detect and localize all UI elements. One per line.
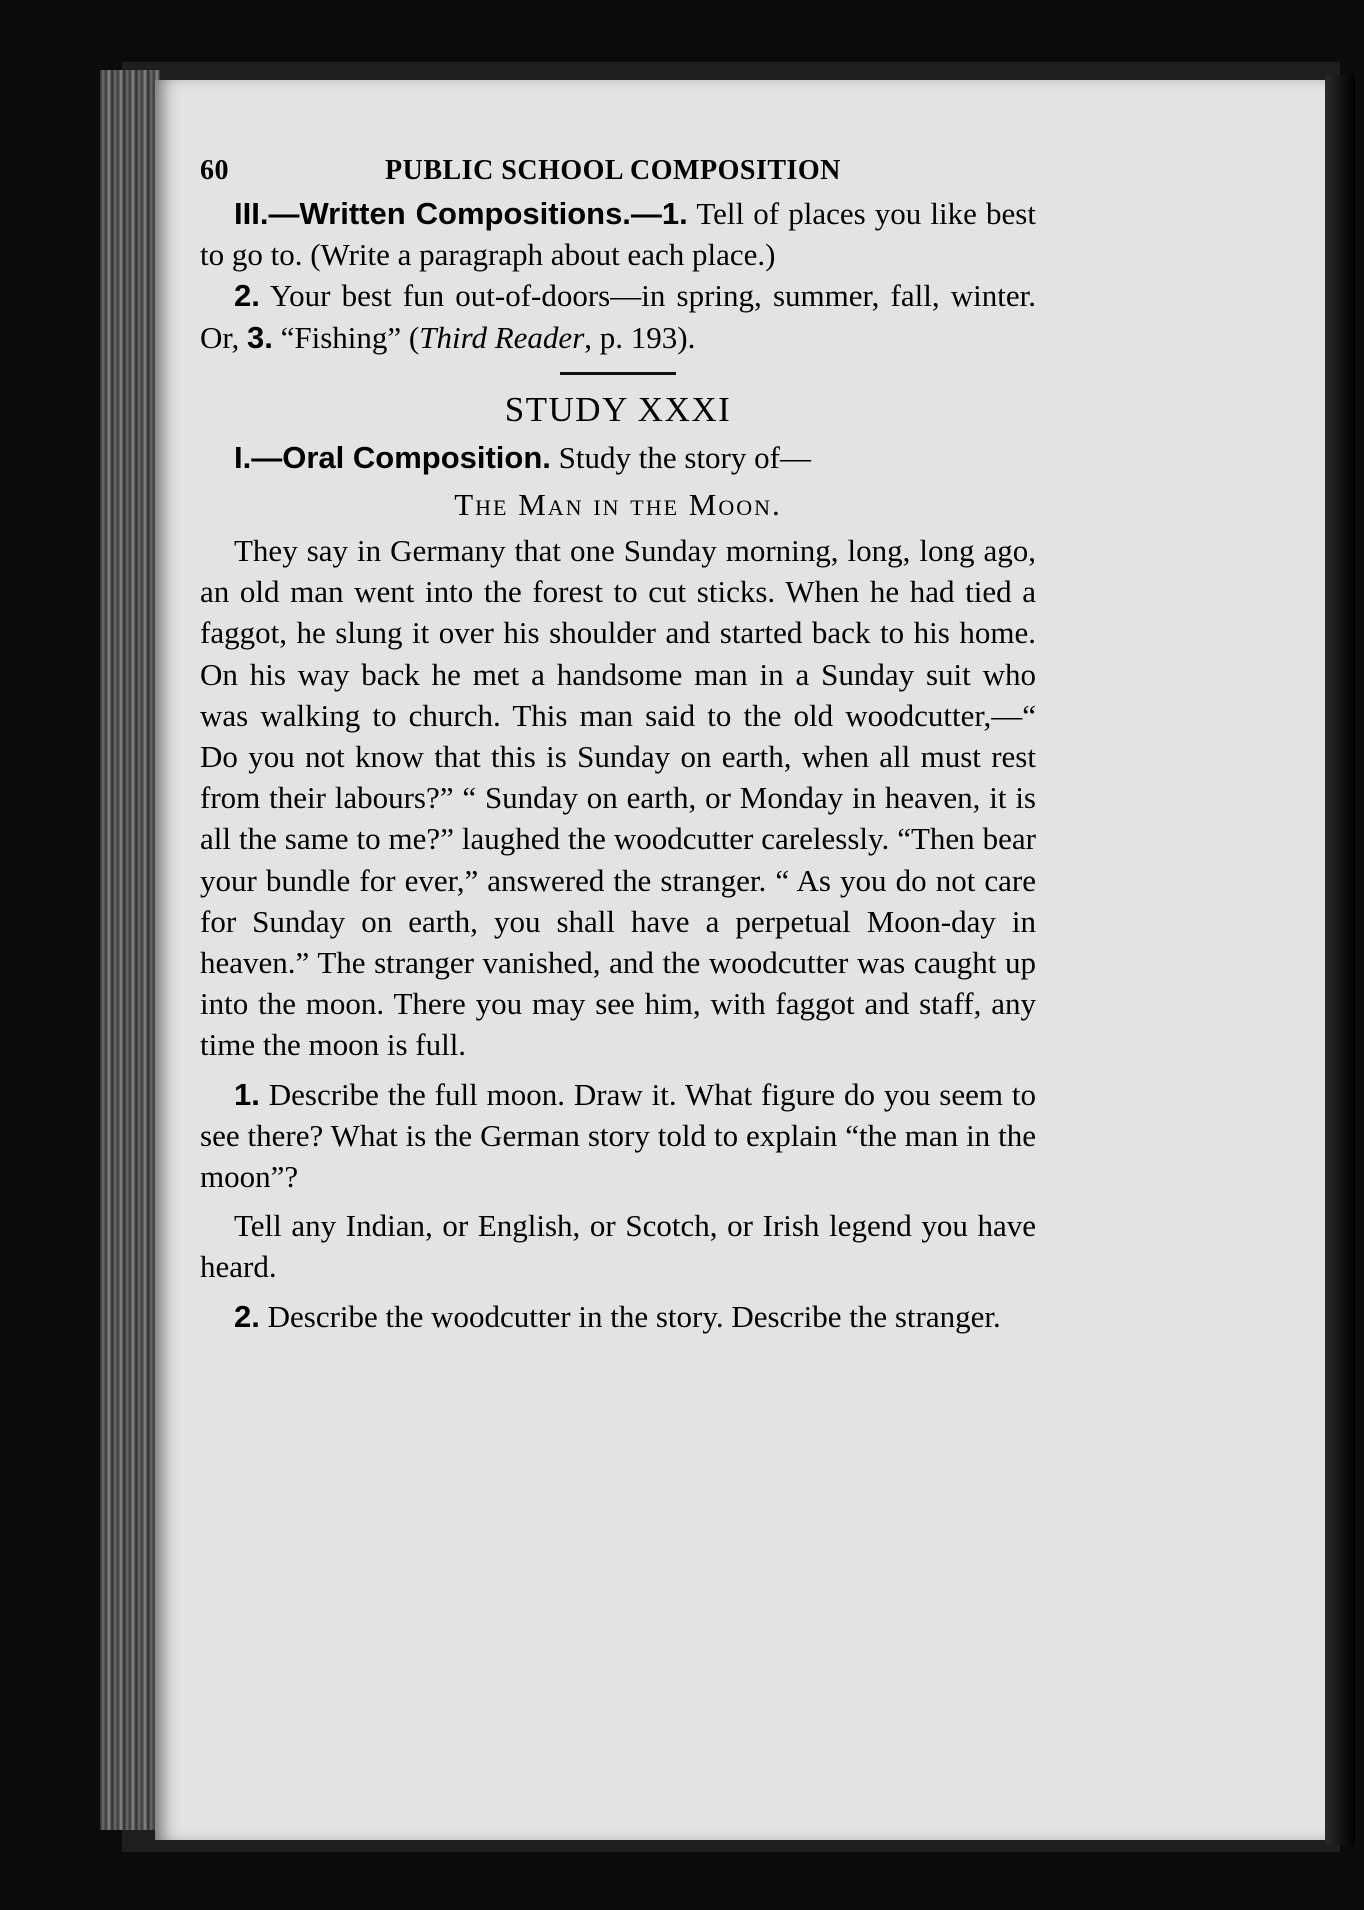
oral-text: Study the story of—	[550, 439, 811, 475]
item3-text-a: “Fishing” (	[272, 319, 420, 355]
study-heading: STUDY XXXI	[504, 389, 732, 429]
story-title: The Man in the Moon.	[454, 487, 782, 523]
item3-reference: Third Reader	[419, 319, 585, 355]
item3-number: 3.	[246, 319, 273, 355]
written-heading: III.—Written Compositions.—	[234, 196, 662, 231]
section-rule	[560, 372, 676, 375]
text-column	[200, 145, 1036, 1337]
item2-text: Your best fun out-of-doors—in spring, summer, fall, winter. Or,	[200, 278, 1036, 355]
legend-paragraph: Tell any Indian, or English, or Scotch, or Irish legend you have heard.	[200, 1208, 1036, 1285]
item1-number: 1.	[661, 196, 688, 231]
running-title: PUBLIC SCHOOL COMPOSITION	[385, 155, 841, 186]
running-head	[200, 145, 1036, 193]
oral-heading: I.—Oral Composition.	[234, 439, 551, 475]
question1-number: 1.	[234, 1076, 260, 1112]
book-spine	[100, 70, 160, 1830]
written-item2-paragraph	[200, 275, 1036, 357]
question2-paragraph	[200, 1296, 1036, 1337]
question2-number: 2.	[234, 1298, 260, 1334]
question1-paragraph	[200, 1074, 1036, 1198]
written-compositions-paragraph	[200, 193, 1036, 275]
question2-text: Describe the woodcutter in the story. Describe the stranger.	[259, 1298, 1001, 1334]
page-edge	[1325, 75, 1355, 1845]
item2-number: 2.	[234, 278, 260, 314]
story-paragraph: They say in Germany that one Sunday morning, long, long ago, an old man went into the forest to cut sticks. When he had tied a faggot, he slung it over his shoulder and started back to his home. On his way back he met a handsome man in a Sunday suit who was walking to church. This man said to the old woodcutter,—“ Do you not know that this is Sunday on earth, when all must rest from their labours?” “ Sunday on earth, or Monday in heaven, it is all the same to me?” laughed the woodcutter carelessly. “Then bear your bundle for ever,” answered the stranger. “ As you do not care for Sunday on earth, you shall have a perpetual Moon-day in heaven.” The stranger vanished, and the woodcutter was caught up into the moon. There you may see him, with faggot and staff, any time the moon is full.	[200, 533, 1036, 1063]
item3-text-b: , p. 193).	[584, 319, 696, 355]
item1-text: Tell of places you like best to go to. (Write a paragraph about each place.)	[200, 196, 1036, 273]
page-number: 60	[200, 155, 229, 186]
question1-text: Describe the full moon. Draw it. What figure do you seem to see there? What is the German story told to explain “the man in the moon”?	[200, 1076, 1036, 1195]
oral-composition-paragraph	[200, 437, 1036, 478]
